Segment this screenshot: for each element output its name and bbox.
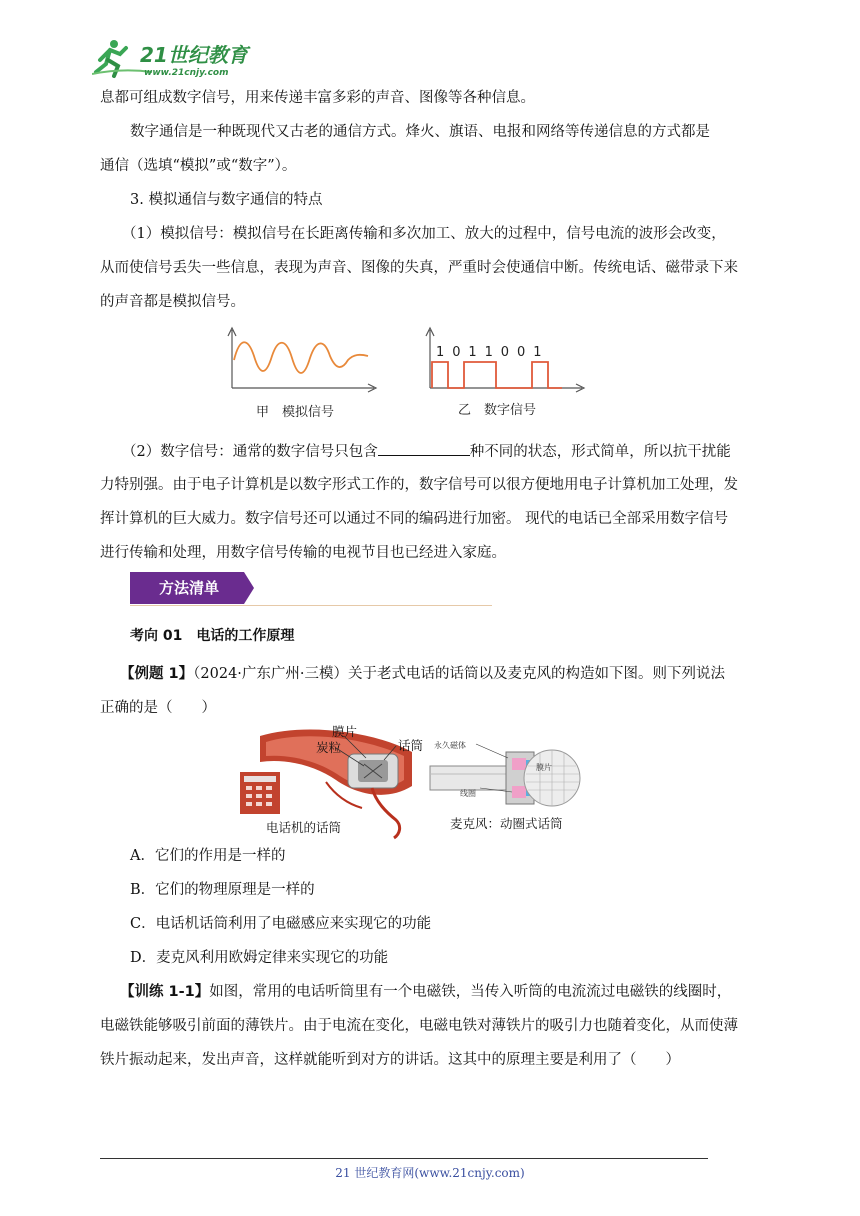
bit-label: 1 bbox=[533, 345, 542, 360]
training-text-line3: 铁片振动起来，发出声音，这样就能听到对方的讲话。这其中的原理主要是利用了（ ） bbox=[100, 1052, 680, 1068]
example-text: （2024·广东广州·三模）关于老式电话的话筒以及麦克风的构造如下图。则下列说法 bbox=[193, 666, 726, 682]
paragraph bbox=[122, 441, 787, 462]
digital-axes bbox=[426, 328, 584, 392]
bit-label: 0 bbox=[500, 345, 510, 360]
logo-text: 21世纪教育 bbox=[140, 43, 248, 67]
training-text: 如图，常用的电话听筒里有一个电磁铁，当传入听筒的电流流过电磁铁的线圈时， bbox=[209, 984, 732, 1000]
paragraph: 息都可组成数字信号，用来传递丰富多彩的声音、图像等各种信息。 bbox=[100, 90, 535, 106]
caption-telephone: 电话机的话筒 bbox=[266, 820, 342, 835]
label-membrane: 膜片 bbox=[536, 763, 552, 772]
banner-divider bbox=[130, 605, 492, 606]
label-permanent-magnet: 永久磁体 bbox=[434, 741, 466, 750]
label-carbon-granules: 炭粒 bbox=[316, 740, 342, 755]
bit-labels bbox=[436, 345, 541, 360]
signal-figure bbox=[222, 326, 587, 424]
fill-in-blank bbox=[378, 441, 470, 456]
paragraph: 的声音都是模拟信号。 bbox=[100, 294, 245, 310]
topic-heading: 考向 01 电话的工作原理 bbox=[130, 628, 295, 644]
option-a: A．它们的作用是一样的 bbox=[130, 848, 286, 864]
paragraph: 数字通信是一种既现代又古老的通信方式。烽火、旗语、电报和网络等传递信息的方式都是 bbox=[130, 124, 710, 140]
logo-url: www.21cnjy.com bbox=[144, 68, 229, 78]
analog-wave bbox=[234, 342, 368, 373]
bit-label: 0 bbox=[452, 345, 461, 360]
paragraph: 挥计算机的巨大威力。数字信号还可以通过不同的编码进行加密。 现代的电话已全部采用数字信号 bbox=[100, 511, 729, 527]
training-label: 【训练 1-1】 bbox=[120, 984, 210, 1000]
digital-caption: 乙 数字信号 bbox=[458, 403, 537, 418]
analog-axes bbox=[228, 328, 376, 392]
training-question bbox=[120, 982, 785, 1002]
bit-label: 1 bbox=[436, 345, 445, 360]
section-banner: 方法清单 bbox=[158, 579, 219, 597]
paragraph: 进行传输和处理，用数字信号传输的电视节目也已经进入家庭。 bbox=[100, 545, 506, 561]
label-diaphragm: 膜片 bbox=[332, 724, 358, 739]
bit-label: 0 bbox=[517, 345, 526, 360]
microphone-illustration bbox=[430, 744, 580, 806]
footer-text: 21 世纪教育网(www.21cnjy.com) bbox=[335, 1166, 525, 1180]
label-coil: 线圈 bbox=[460, 789, 476, 798]
analog-caption: 甲 模拟信号 bbox=[256, 405, 335, 420]
bit-label: 1 bbox=[468, 345, 477, 360]
phone-microphone-figure bbox=[236, 722, 584, 840]
section-heading: 3. 模拟通信与数字通信的特点 bbox=[130, 192, 323, 208]
paragraph: 力特别强。由于电子计算机是以数字形式工作的，数字信号可以很方便地用电子计算机加工处理，发 bbox=[100, 477, 738, 493]
paragraph: 从而使信号丢失一些信息，表现为声音、图像的失真，严重时会使通信中断。传统电话、磁带录下来 bbox=[100, 260, 738, 276]
training-text-line2: 电磁铁能够吸引前面的薄铁片。由于电流在变化，电磁电铁对薄铁片的吸引力也随着变化，从而使薄 bbox=[100, 1018, 738, 1034]
option-b: B．它们的物理原理是一样的 bbox=[130, 882, 315, 898]
option-d: D．麦克风利用欧姆定律来实现它的功能 bbox=[130, 950, 389, 966]
bit-label: 1 bbox=[484, 345, 493, 360]
text-before-blank: （2）数字信号：通常的数字信号只包含 bbox=[122, 444, 378, 460]
option-c: C．电话机话筒利用了电磁感应来实现它的功能 bbox=[130, 916, 432, 932]
paragraph: （1）模拟信号：模拟信号在长距离传输和多次加工、放大的过程中，信号电流的波形会改变， bbox=[122, 226, 726, 242]
example-question bbox=[120, 664, 785, 684]
example-label: 【例题 1】 bbox=[120, 666, 194, 682]
label-mouthpiece: 话筒 bbox=[398, 738, 424, 753]
digital-wave bbox=[432, 362, 562, 388]
site-logo bbox=[92, 36, 262, 80]
example-text-line2: 正确的是（ ） bbox=[100, 700, 216, 716]
text-after-blank: 种不同的状态，形式简单，所以抗干扰能 bbox=[469, 444, 731, 460]
paragraph: 通信（选填“模拟”或“数字”）。 bbox=[100, 158, 297, 174]
footer-divider bbox=[100, 1158, 708, 1159]
caption-microphone: 麦克风：动圈式话筒 bbox=[450, 816, 563, 831]
